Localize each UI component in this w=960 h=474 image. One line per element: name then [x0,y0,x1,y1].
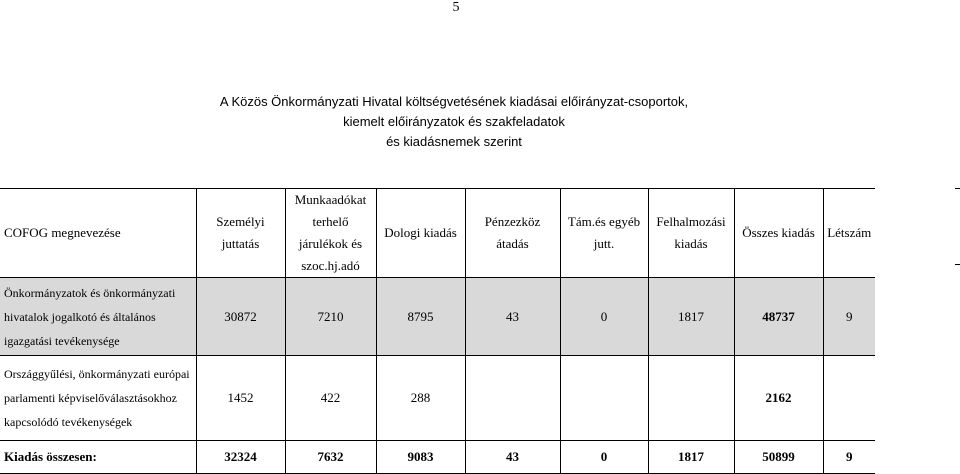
cell-letszam: 9 [823,278,875,356]
cell-dologi: 288 [376,356,465,441]
row-label: Országgyűlési, önkormányzati európai parlamenti képviselőválasztásokhoz kapcsolódó tevékenységek [0,356,196,441]
header-penzeszkoz: Pénzezköz átadás [465,189,560,278]
heading-line-2: kiemelt előirányzatok és szakfeladatok [343,114,565,129]
table-row [0,278,875,356]
header-szemelyi: Személyi juttatás [196,189,285,278]
page-number: 5 [452,0,460,15]
total-letszam: 9 [823,441,875,474]
cell-dologi: 8795 [376,278,465,356]
row-label: Önkormányzatok és önkormányzati hivatalok jogalkotó és általános igazgatási tevékenysége [0,278,196,356]
header-osszes: Összes kiadás [734,189,823,278]
total-row [0,441,875,474]
heading-line-1: A Közös Önkormányzati Hivatal költségvetésének kiadásai előirányzat-csoportok, [219,94,689,109]
cell-osszes: 48737 [734,278,823,356]
edge-rule [955,188,960,189]
cell-felhalmozasi [648,356,734,441]
cell-munkaado: 7210 [285,278,376,356]
header-felhalmozasi: Felhalmozási kiadás [648,189,734,278]
cell-felhalmozasi: 1817 [648,278,734,356]
header-dologi: Dologi kiadás [376,189,465,278]
header-munkaado: Munkaadókat terhelő járulékok és szoc.hj.adó [285,189,376,278]
cell-szemelyi: 1452 [196,356,285,441]
heading-line-3: és kiadásnemek szerint [386,134,522,149]
header-letszam: Létszám [823,189,875,278]
total-munkaado: 7632 [285,441,376,474]
total-dologi: 9083 [376,441,465,474]
header-tam: Tám.és egyéb jutt. [560,189,648,278]
total-penzeszkoz: 43 [465,441,560,474]
cell-tam: 0 [560,278,648,356]
table-header-row [0,189,875,278]
cell-osszes: 2162 [734,356,823,441]
total-szemelyi: 32324 [196,441,285,474]
total-label: Kiadás összesen: [0,441,196,474]
cell-letszam [823,356,875,441]
total-felhalmozasi: 1817 [648,441,734,474]
cell-tam [560,356,648,441]
edge-rule [955,264,960,265]
table-row [0,356,875,441]
total-tam: 0 [560,441,648,474]
document-heading [190,92,718,152]
cell-penzeszkoz: 43 [465,278,560,356]
total-osszes: 50899 [734,441,823,474]
cell-penzeszkoz [465,356,560,441]
expenditure-table [0,188,875,474]
cell-munkaado: 422 [285,356,376,441]
header-cofog: COFOG megnevezése [0,189,196,278]
cell-szemelyi: 30872 [196,278,285,356]
